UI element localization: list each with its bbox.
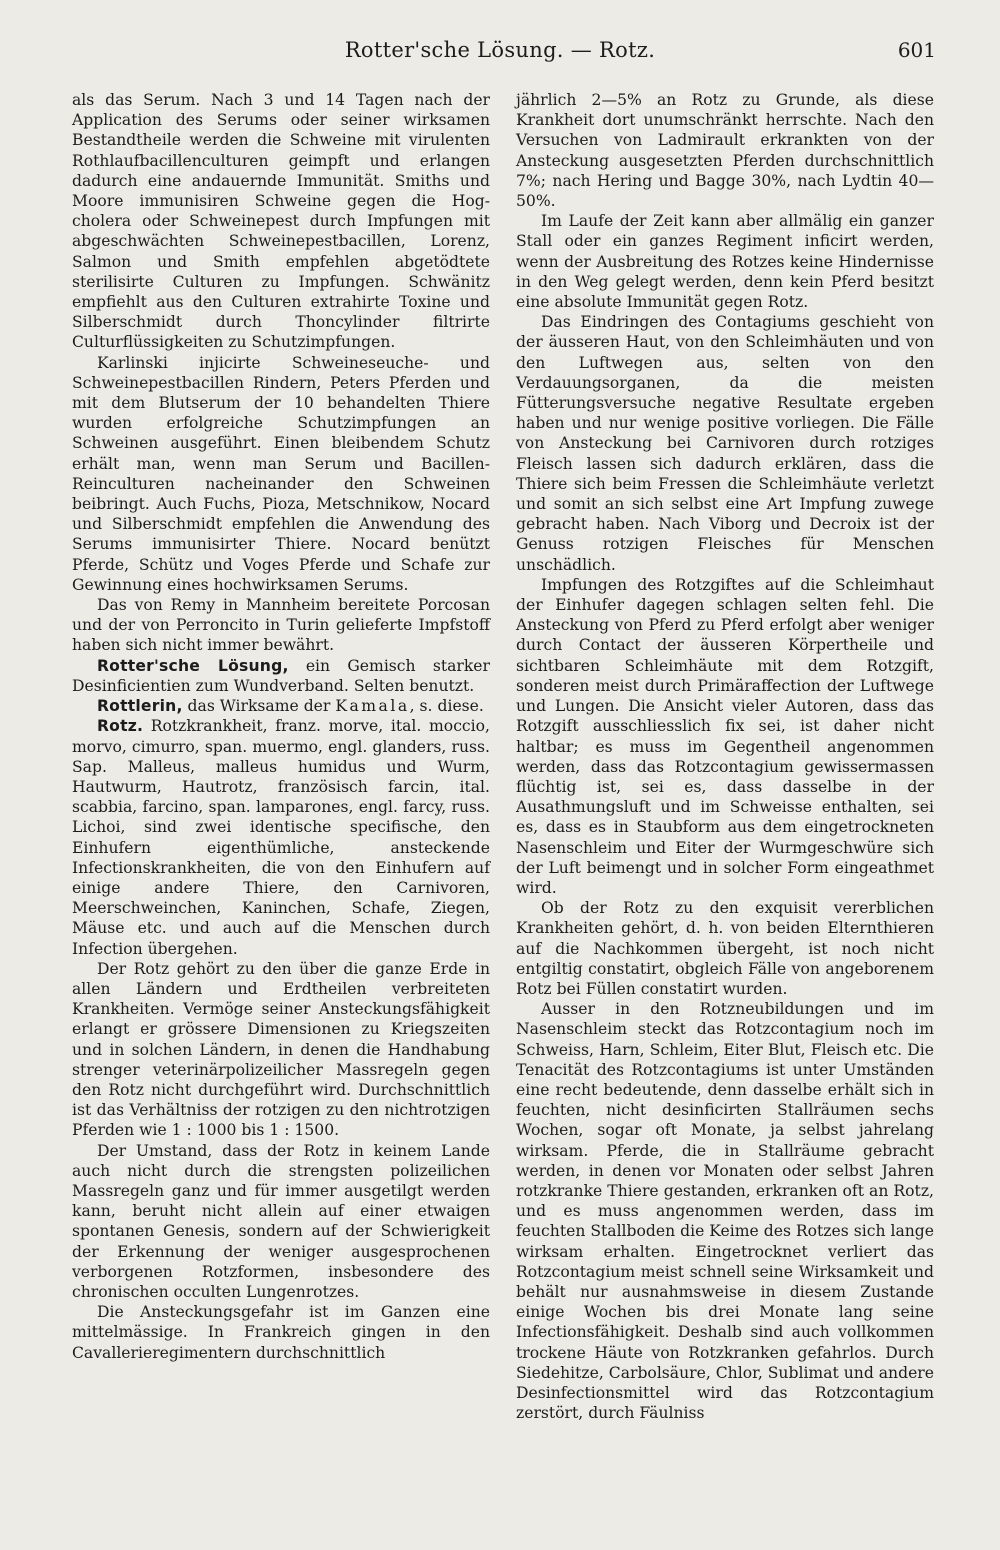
right-column [516, 90, 934, 1423]
dictionary-entry-rottlerin [72, 696, 490, 716]
entry-text: Rotzkrankheit, franz. morve, ital. moccio, morvo, cimurro, span. muermo, engl. glanders, russ. Sap. Malleus, malleus humidus und Wurm, Hautwurm, Hautrotz, französisch farcin, ital. scabbia, farcino, span. lamparones, engl. farcy, russ. Lichoi, sind zwei identische specifische, den Einhufern eigenthümliche, ansteckende Infectionskrankheiten, die von den Einhufern auf einige andere Thiere, den Carnivoren, Meerschweinchen, Kaninchen, Schafe, Ziegen, Mäuse etc. und auch auf die Menschen durch Infection übergehen. [72, 717, 490, 958]
paragraph: Im Laufe der Zeit kann aber allmälig ein ganzer Stall oder ein ganzes Regiment inficirt werden, wenn der Ausbreitung des Rotzes keine Hindernisse in den Weg gelegt werden, denn kein Pferd besitzt eine absolute Immunität gegen Rotz. [516, 212, 934, 312]
paragraph: Karlinski injicirte Schweineseuche- und Schweinepestbacillen Rindern, Peters Pferden und mit dem Blutserum der 10 behandelten Thiere wurden erfolgreiche Schutzimpfungen an Schweinen ausgeführt. Einen bleibendem Schutz erhält man, wenn man Serum und Bacillen-Reinculturen nacheinander den Schweinen beibringt. Auch Fuchs, Pioza, Metschnikow, Nocard und Silberschmidt empfehlen die Anwendung des Serums immunisirter Thiere. Nocard benützt Pferde, Schütz und Voges Pferde und Schafe zur Gewinnung eines hochwirksamen Serums. [72, 353, 490, 594]
page-number: 601 [897, 38, 936, 62]
left-column [72, 90, 490, 1363]
paragraph: Der Rotz gehört zu den über die ganze Erde in allen Ländern und Erdtheilen verbreiteten Krankheiten. Vermöge seiner Ansteckungsfähigkeit erlangt er grössere Dimensionen zu Kriegszeiten und in solchen Ländern, in denen die Handhabung strenger veterinärpolizeilicher Massregeln gegen den Rotz nicht durchgeführt wird. Durchschnittlich ist das Verhältniss der rotzigen zu den nichtrotzigen Pferden wie 1 : 1000 bis 1 : 1500. [72, 959, 490, 1140]
page-header [0, 36, 1000, 66]
paragraph: Das Eindringen des Contagiums geschieht von der äusseren Haut, von den Schleimhäuten und von den Luftwegen aus, selten von den Verdauungsorganen, da die meisten Fütterungsversuche negative Resultate ergeben haben und nur wenige positive vorliegen. Die Fälle von Ansteckung bei Carnivoren durch rotziges Fleisch lassen sich dadurch erklären, dass die Thiere sich beim Fressen die Schleimhäute verletzt und somit an sich selbst eine Art Impfung zuwege gebracht haben. Nach Viborg und Decroix ist der Genuss rotzigen Fleisches für Menschen unschädlich. [516, 313, 934, 574]
dictionary-entry-rotz [72, 716, 490, 958]
dictionary-entry-rotter-sche-loesung [72, 656, 490, 696]
entry-text: das Wirksame der [182, 697, 336, 716]
paragraph: als das Serum. Nach 3 und 14 Tagen nach der Application des Serums oder seiner wirksamen Bestandtheile werden die Schweine mit virulenten Rothlaufbacillenculturen geimpft und erlangen dadurch eine andauernde Immunität. Smiths und Moore immunisiren Schweine gegen die Hog-cholera oder Schweinepest durch Impfungen mit abgeschwächten Schweinepestbacillen, Lorenz, Salmon und Smith empfehlen abgetödtete sterilisirte Culturen zu Impfungen. Schwänitz empfiehlt aus den Culturen extrahirte Toxine und Silberschmidt durch Thoncylinder filtrirte Culturflüssigkeiten zu Schutzimpfungen. [72, 91, 490, 352]
cross-reference: Kamala [335, 697, 410, 716]
paragraph: Ob der Rotz zu den exquisit vererblichen Krankheiten gehört, d. h. von beiden Elternthieren auf die Nachkommen übergeht, ist noch nicht entgiltig constatirt, obgleich Fälle von angeborenem Rotz bei Füllen constatirt wurden. [516, 899, 934, 998]
paragraph: Ausser in den Rotzneubildungen und im Nasenschleim steckt das Rotzcontagium noch im Schweiss, Harn, Schleim, Eiter Blut, Fleisch etc. Die Tenacität des Rotzcontagiums ist unter Umständen eine recht bedeutende, denn dasselbe erhält sich in feuchten, nicht desinficirten Stallräumen sechs Wochen, sogar oft Monate, ja selbst jahrelang wirksam. Pferde, die in Stallräume gebracht werden, in denen vor Monaten oder selbst Jahren rotzkranke Thiere gestanden, erkranken oft an Rotz, und es muss angenommen werden, dass im feuchten Stallboden die Keime des Rotzes sich lange wirksam erhalten. Eingetrocknet verliert das Rotzcontagium meist schnell seine Wirksamkeit und behält nur ausnahmsweise in diesem Zustande einige Wochen bis drei Monate lang seine Infectionsfähigkeit. Deshalb sind auch vollkommen trockene Häute von Rotzkranken gefahrlos. Durch Siedehitze, Carbolsäure, Chlor, Sublimat und andere Desinfectionsmittel wird das Rotzcontagium zerstört, durch Fäulniss [516, 1000, 934, 1423]
paragraph: Der Umstand, dass der Rotz in keinem Lande auch nicht durch die strengsten polizeilichen Massregeln ganz und für immer ausgetilgt werden kann, beruht nicht allein auf einer etwaigen spontanen Genesis, sondern auf der Schwierigkeit der Erkennung der weniger ausgesprochenen verborgenen Rotzformen, insbesondere des chronischen occulten Lungenrotzes. [72, 1141, 490, 1301]
paragraph: jährlich 2—5% an Rotz zu Grunde, als diese Krankheit dort unumschränkt herrschte. Nach den Versuchen von Ladmirault erkrankten von der Ansteckung ausgesetzten Pferden durchschnittlich 7%; nach Hering und Bagge 30%, nach Lydtin 40—50%. [516, 91, 934, 211]
paragraph: Impfungen des Rotzgiftes auf die Schleimhaut der Einhufer dagegen schlagen selten fehl. Die Ansteckung von Pferd zu Pferd erfolgt aber weniger durch Contact der äusseren Körpertheile und sichtbaren Schleimhäute mit dem Rotzgift, sonderen meist durch Primäraffection der Luftwege und Lungen. Die Ansicht vieler Autoren, dass das Rotzgift ausschliesslich fix sei, ist daher nicht haltbar; es muss im Gegentheil angenommen werden, dass das Rotzcontagium gewissermassen flüchtig ist, sei es, dass dasselbe in der Ausathmungsluft und im Schweisse enthalten, sei es, dass es in Staubform aus dem eingetrockneten Nasenschleim und Eiter der Wurmgeschwüre sich der Luft beimengt und in solcher Form eingeathmet wird. [516, 575, 934, 897]
paragraph: Die Ansteckungsgefahr ist im Ganzen eine mittelmässige. In Frankreich gingen in den Cavallerieregimentern durchschnittlich [72, 1303, 490, 1362]
entry-lemma: Rotter'sche Lösung, [96, 656, 289, 675]
paragraph: Das von Remy in Mannheim bereitete Porcosan und der von Perroncito in Turin gelieferte Impfstoff haben sich nicht immer bewährt. [72, 596, 490, 655]
running-head: Rotter'sche Lösung. — Rotz. [344, 38, 656, 62]
entry-text: ein Gemisch starker Desinficientien zum Wundverband. Selten benutzt. [72, 656, 490, 695]
entry-lemma: Rotz. [96, 717, 144, 736]
entry-lemma: Rottlerin, [96, 697, 183, 716]
entry-text: , s. diese. [409, 697, 484, 716]
